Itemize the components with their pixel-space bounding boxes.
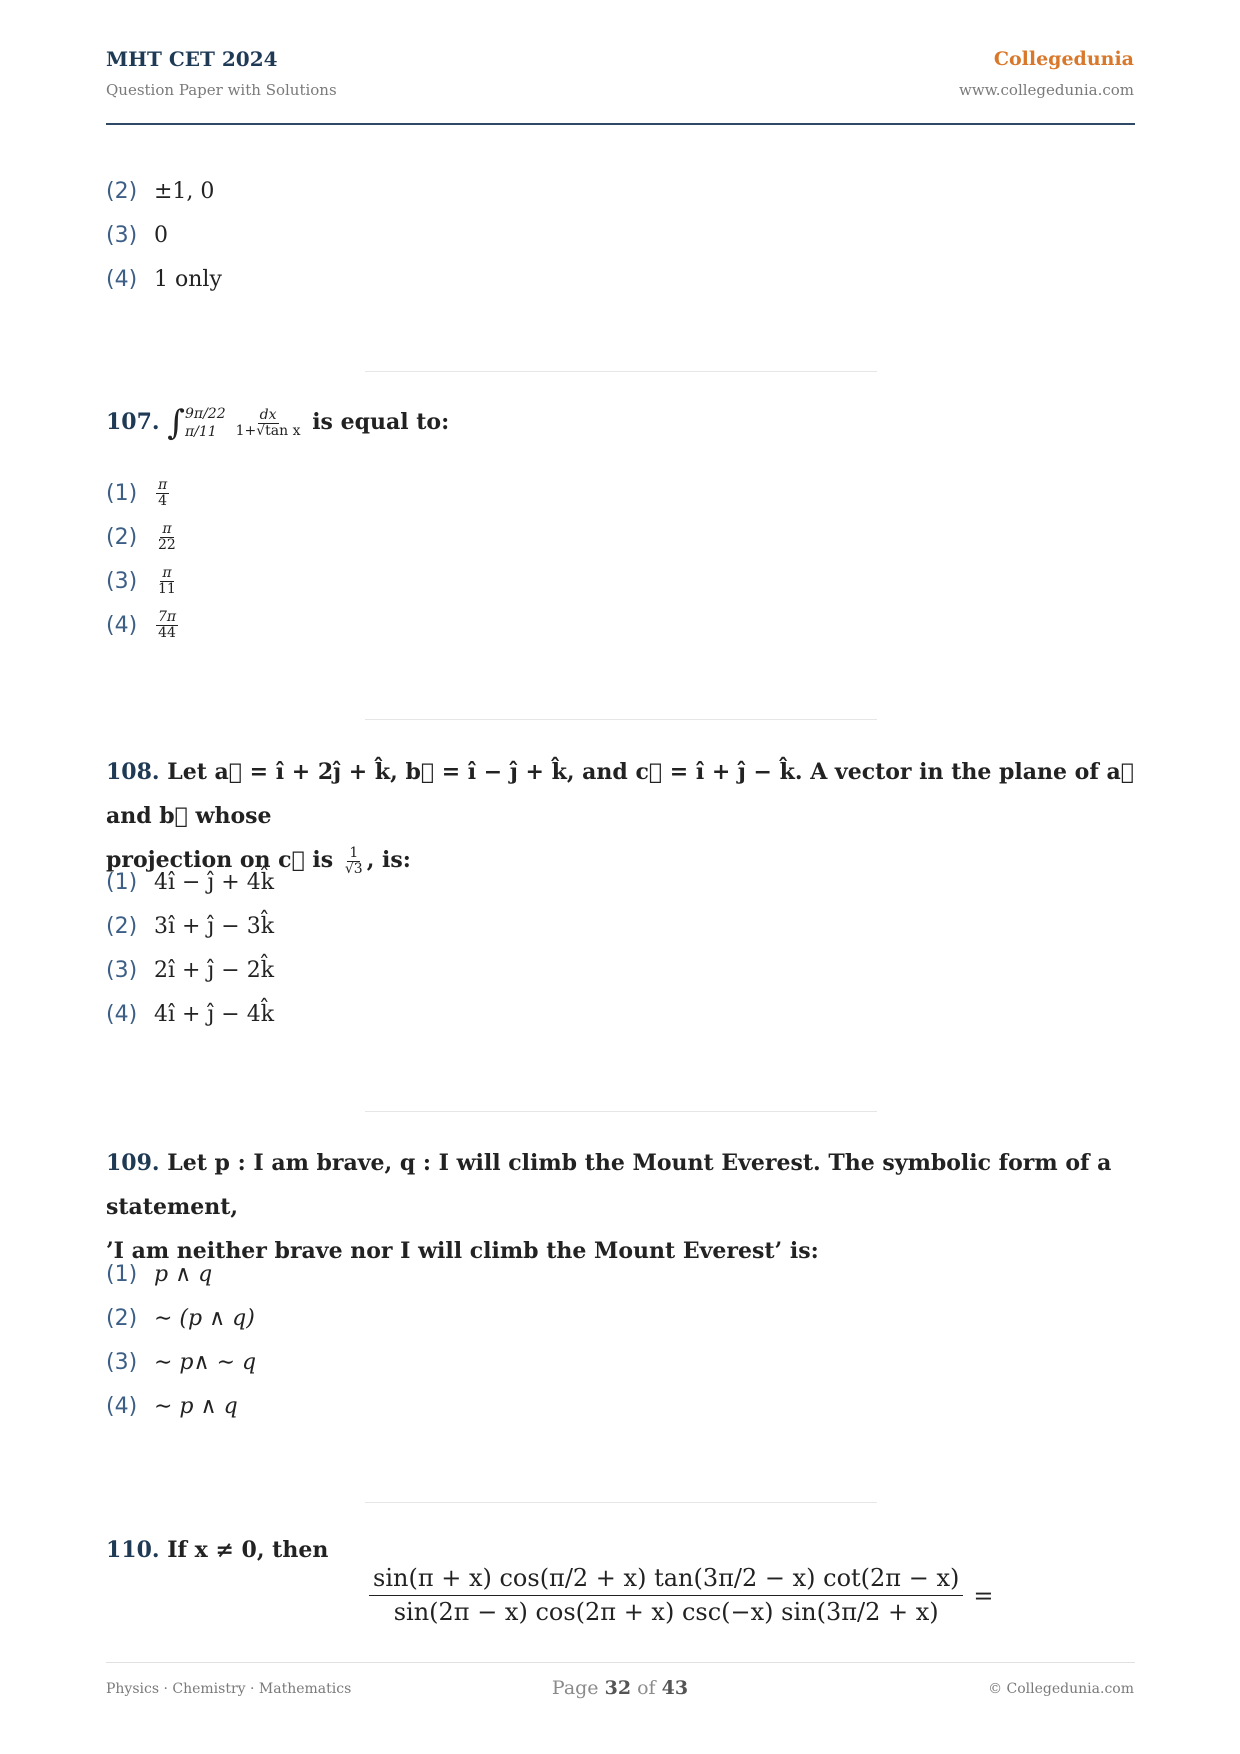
fraction-numerator: π	[158, 477, 168, 493]
equals-sign: =	[973, 1581, 994, 1610]
option-value: p ∧ q	[154, 1262, 213, 1287]
question-107	[106, 400, 1136, 445]
option-label: (2)	[106, 179, 138, 204]
header-divider	[106, 123, 1135, 125]
q109-option-2	[106, 1306, 255, 1331]
fraction-numerator: π	[162, 521, 172, 537]
expression-numerator: sin(π + x) cos(π/2 + x) tan(3π/2 − x) cot(2π − x)	[369, 1566, 963, 1596]
integral-sign-icon: ∫	[167, 403, 185, 443]
brand-name: Collegedunia	[993, 48, 1134, 70]
question-separator	[365, 1502, 877, 1503]
question-tail: is equal to:	[312, 409, 450, 435]
option-value: ∼ (p ∧ q)	[154, 1306, 255, 1331]
integrand-numerator: dx	[259, 406, 277, 423]
question-line-2: ’I am neither brave nor I will climb the Mount Everest’ is:	[106, 1238, 819, 1264]
q107-option-1	[106, 478, 171, 508]
question-text: If x ≠ 0, then	[167, 1537, 329, 1563]
fraction-denominator: 11	[158, 580, 176, 597]
option-fraction	[156, 610, 178, 640]
question-line-1	[106, 1141, 1136, 1229]
option-fraction	[156, 566, 178, 596]
option-label: (1)	[106, 870, 138, 895]
question-number: 110.	[106, 1537, 160, 1563]
question-separator	[365, 371, 877, 372]
option-value: ∼ p ∧ q	[154, 1394, 238, 1419]
option-value: 4î + ĵ − 4k̂	[154, 1002, 275, 1027]
integral-limits	[185, 405, 226, 441]
projection-fraction	[343, 846, 365, 876]
question-separator	[365, 719, 877, 720]
q107-option-3	[106, 566, 180, 596]
lower-limit: π/11	[184, 424, 217, 440]
trig-expression	[367, 1566, 993, 1625]
fraction-denominator: √3	[344, 860, 363, 877]
page-current: 32	[604, 1677, 632, 1699]
option-label: (3)	[106, 958, 138, 983]
upper-limit: 9π/22	[184, 405, 226, 422]
fraction-numerator: 1	[349, 844, 359, 861]
option-label: (1)	[106, 1262, 138, 1287]
footer-subjects: Physics · Chemistry · Mathematics	[106, 1681, 352, 1697]
option-label: (2)	[106, 524, 138, 550]
option-value: ±1, 0	[154, 179, 215, 204]
q108-option-3	[106, 958, 274, 983]
footer-copyright: © Collegedunia.com	[988, 1681, 1134, 1697]
question-text: Let a⃗ = î + 2ĵ + k̂, b⃗ = î − ĵ + k̂, and c⃗ = î + ĵ − k̂. A vector in the plane of a⃗ and b⃗ whose	[106, 759, 1134, 829]
question-tail: , is:	[366, 847, 411, 873]
option-label: (3)	[106, 223, 138, 248]
fraction-denominator: 44	[158, 624, 176, 641]
q108-option-2	[106, 914, 274, 939]
q109-option-3	[106, 1350, 256, 1375]
option-label: (3)	[106, 568, 138, 594]
question-text: projection on c⃗ is	[106, 847, 334, 873]
page-total: 43	[661, 1677, 689, 1699]
question-109	[106, 1141, 1136, 1273]
option-value: 0	[154, 223, 168, 248]
footer-divider	[106, 1662, 1135, 1663]
option-value: 3î + ĵ − 3k̂	[154, 914, 275, 939]
fraction-numerator: π	[162, 565, 172, 581]
question-separator	[365, 1111, 877, 1112]
option-label: (2)	[106, 914, 138, 939]
option-value: 4î − ĵ + 4k̂	[154, 870, 275, 895]
expression-denominator: sin(2π − x) cos(2π + x) csc(−x) sin(3π/2 + x)	[393, 1598, 939, 1627]
page-of: of	[637, 1677, 656, 1699]
option-label: (4)	[106, 612, 138, 638]
q109-option-1	[106, 1262, 212, 1287]
question-text: Let p : I am brave, q : I will climb the Mount Everest. The symbolic form of a statement,	[106, 1150, 1112, 1220]
option-value: 2î + ĵ − 2k̂	[154, 958, 275, 983]
option-fraction	[156, 522, 178, 552]
option-label: (4)	[106, 1394, 138, 1419]
integrand-fraction	[234, 408, 303, 438]
option-label: (4)	[106, 1002, 138, 1027]
question-number: 109.	[106, 1150, 160, 1176]
expression-fraction	[369, 1566, 963, 1625]
option-value: 1 only	[154, 267, 222, 292]
option-fraction	[156, 478, 169, 508]
q107-option-2	[106, 522, 180, 552]
q106-option-4	[106, 267, 222, 292]
q106-option-2	[106, 179, 214, 204]
fraction-denominator: 22	[158, 536, 176, 553]
option-value: ∼ p∧ ∼ q	[154, 1350, 257, 1375]
exam-subtitle: Question Paper with Solutions	[106, 81, 337, 99]
q106-option-3	[106, 223, 168, 248]
option-label: (2)	[106, 1306, 138, 1331]
question-108	[106, 750, 1136, 882]
question-number: 108.	[106, 759, 160, 785]
question-line-1	[106, 750, 1136, 838]
q108-option-1	[106, 870, 274, 895]
option-label: (4)	[106, 267, 138, 292]
brand-website: www.collegedunia.com	[959, 81, 1134, 99]
q108-option-4	[106, 1002, 274, 1027]
option-label: (1)	[106, 480, 138, 506]
q109-option-4	[106, 1394, 238, 1419]
q107-option-4	[106, 610, 180, 640]
fraction-numerator: 7π	[158, 609, 177, 625]
option-label: (3)	[106, 1350, 138, 1375]
question-number: 107.	[106, 409, 160, 435]
integrand-denominator: 1+√tan x	[235, 422, 301, 439]
exam-title: MHT CET 2024	[106, 47, 278, 71]
fraction-denominator: 4	[158, 492, 168, 509]
page-prefix: Page	[551, 1677, 599, 1699]
